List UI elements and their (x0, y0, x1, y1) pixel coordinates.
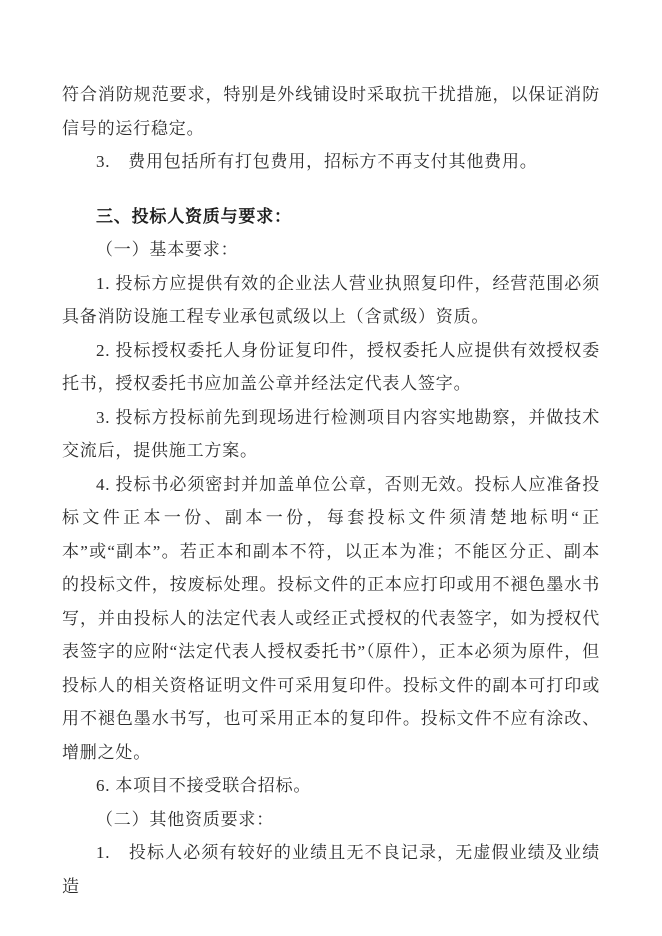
paragraph-item-site-survey: 3. 投标方投标前先到现场进行检测项目内容实地勘察，并做技术交流后，提供施工方案。 (62, 407, 600, 460)
paragraph-item-authorization-id: 2. 投标授权委托人身份证复印件，授权委托人应提供有效授权委托书，授权委托书应加盖公章并经法定代表人签字。 (62, 340, 600, 393)
subsection-heading-other-qualifications: （二）其他资质要求： (96, 809, 274, 829)
subsection-heading-basic-requirements: （一）基本要求： (96, 240, 239, 259)
paragraph-item-fees: 3. 费用包括所有打包费用，招标方不再支付其他费用。 (96, 152, 538, 171)
paragraph-item-track-record: 1. 投标人必须有较好的业绩且无不良记录，无虚假业绩及业绩造 (62, 843, 600, 896)
paragraph-continuation-fire-code: 符合消防规范要求，特别是外线铺设时采取抗干扰措施，以保证消防信号的运行稳定。 (62, 85, 600, 138)
paragraph-item-business-license: 1. 投标方应提供有效的企业法人营业执照复印件，经营范围必须具备消防设施工程专业承包贰级以上（含贰级）资质。 (62, 273, 600, 326)
paragraph-item-no-joint-bidding: 6. 本项目不接受联合招标。 (96, 776, 312, 795)
paragraph-item-sealed-bid-documents: 4. 投标书必须密封并加盖单位公章，否则无效。投标人应准备投标文件正本一份、副本一份，每套投标文件须清楚地标明“正本”或“副本”。若正本和副本不符，以正本为准；不能区分正、副本的投标文件，按废标处理。投标文件的正本应打印或用不褪色墨水书写，并由投标人的法定代表人或经正式授权的代表签字，如为授权代表签字的应附“法定代表人授权委托书”（原件），正本必须为原件，但投标人的相关资格证明文件可采用复印件。投标文件的副本可打印或用不褪色墨水书写，也可采用正本的复印件。投标文件不应有涂改、增删之处。 (62, 474, 600, 762)
section-heading-bidder-qualifications: 三、投标人资质与要求： (96, 206, 292, 226)
